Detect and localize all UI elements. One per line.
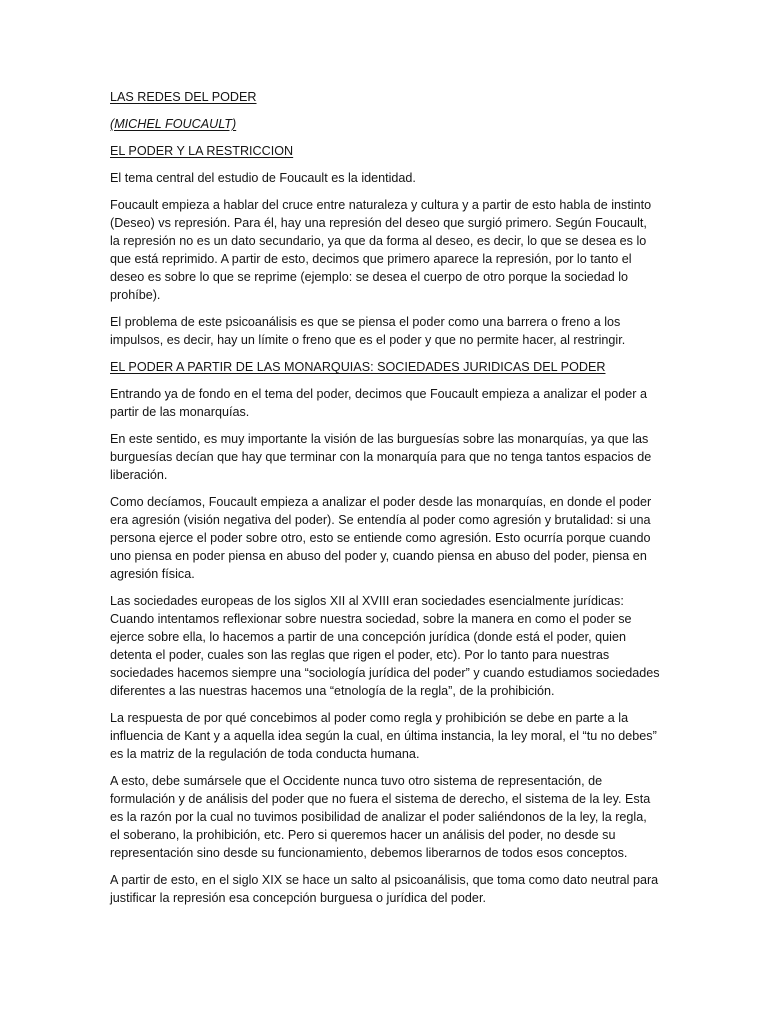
document-author: (MICHEL FOUCAULT) <box>110 117 237 131</box>
paragraph: A partir de esto, en el siglo XIX se hace un salto al psicoanálisis, que toma como dato neutral para justificar la represión esa concepción burguesa o jurídica del poder. <box>110 873 659 905</box>
document-title: LAS REDES DEL PODER <box>110 90 257 104</box>
paragraph: El problema de este psicoanálisis es que se piensa el poder como una barrera o freno a los impulsos, es decir, hay un límite o freno que es el poder y que no permite hacer, al restringir. <box>110 315 626 347</box>
paragraph: En este sentido, es muy importante la visión de las burguesías sobre las monarquías, ya que las burguesías decían que hay que terminar con la monarquía para que no tenga tantos espacios de liberación. <box>110 432 652 482</box>
paragraph: A esto, debe sumársele que el Occidente nunca tuvo otro sistema de representación, de formulación y de análisis del poder que no fuera el sistema de derecho, el sistema de la ley. Esta es la razón por la cual no tuvimos posibilidad de analizar el poder saliéndonos de la ley, la regla, el soberano, la prohibición, etc. Pero si queremos hacer un análisis del poder, no desde su representación sino desde su funcionamiento, debemos liberarnos de todos esos conceptos. <box>110 774 651 860</box>
paragraph: Foucault empieza a hablar del cruce entre naturaleza y cultura y a partir de esto habla de instinto (Deseo) vs represión. Para él, hay una represión del deseo que surgió primero. Según Foucault, la represión no es un dato secundario, ya que da forma al deseo, es decir, lo que se desea es lo que está reprimido. A partir de esto, decimos que primero aparece la represión, por lo tanto el deseo es sobre lo que se reprime (ejemplo: se desea el cuerpo de otro porque la sociedad lo prohíbe). <box>110 198 652 302</box>
section-heading-monarquias: EL PODER A PARTIR DE LAS MONARQUIAS: SOCIEDADES JURIDICAS DEL PODER <box>110 360 606 374</box>
paragraph: Las sociedades europeas de los siglos XII al XVIII eran sociedades esencialmente jurídicas: Cuando intentamos reflexionar sobre nuestra sociedad, sobre la manera en como el poder se ejerce sobre ella, lo hacemos a partir de una concepción jurídica (donde está el poder, quien detenta el poder, cuales son las reglas que rigen el poder, etc). Por lo tanto para nuestras sociedades hacemos siempre una “sociología jurídica del poder” y cuando estudiamos sociedades diferentes a las nuestras hacemos una “etnología de la regla”, de la prohibición. <box>110 594 660 698</box>
paragraph: La respuesta de por qué concebimos al poder como regla y prohibición se debe en parte a la influencia de Kant y a aquella idea según la cual, en última instancia, la ley moral, el “tu no debes” es la matriz de la regulación de toda conducta humana. <box>110 711 657 761</box>
document-page <box>110 88 660 916</box>
paragraph: Como decíamos, Foucault empieza a analizar el poder desde las monarquías, en donde el poder era agresión (visión negativa del poder). Se entendía al poder como agresión y brutalidad: si una persona ejerce el poder sobre otro, esto se entiende como agresión. Esto ocurría porque cuando uno piensa en poder piensa en abuso del poder y, cuando piensa en abuso del poder, piensa en agresión física. <box>110 495 652 581</box>
paragraph: El tema central del estudio de Foucault es la identidad. <box>110 171 416 185</box>
paragraph: Entrando ya de fondo en el tema del poder, decimos que Foucault empieza a analizar el poder a partir de las monarquías. <box>110 387 647 419</box>
section-heading-poder-restriccion: EL PODER Y LA RESTRICCION <box>110 144 294 158</box>
